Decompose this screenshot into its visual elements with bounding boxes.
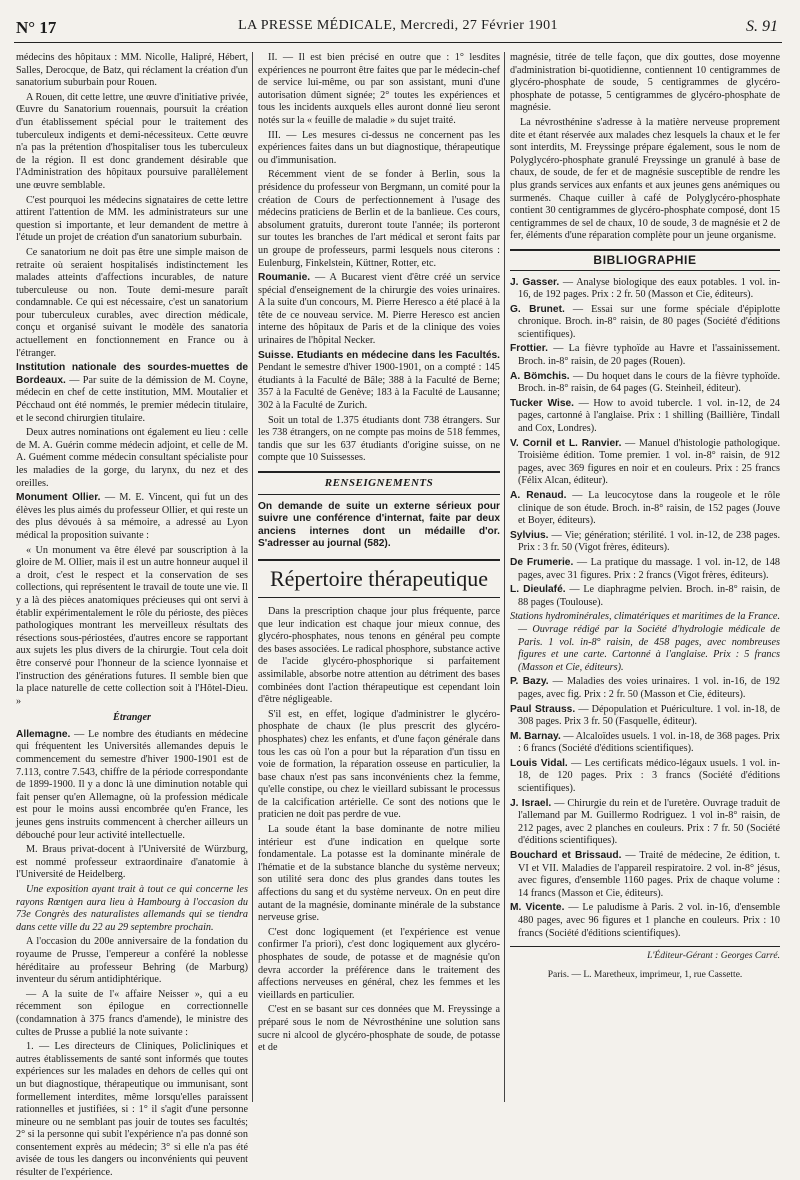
paragraph: La névrosthénine s'adresse à la matière nerveuse proprement dite et étant réservée aux malades chez lesquels la chaux et le fer sont interdits, M. Freyssinge prépare également, sous le nom de Polyglycéro-phosphate granulé Freyssinge un granulé à base de chaux, de soude, de fer et de magnésie susceptible de rendre les plus grands services aux enfants et aux jeunes gens anémiques ou surmenés. Chaque cuiller à café de Polyglycéro-phosphate contient 30 centigrammes de glycéro-phosphate composé, dont 15 centigrammes de sel de chaux, 10 de soude, 3 de magnésie et 2 de fer, éléments d'une réparation complète pour un jeune organisme. xyxy=(510,116,780,242)
bibliography-entry xyxy=(510,798,780,848)
bibliography-entry xyxy=(510,850,780,900)
bibliography-author: G. Brunet. xyxy=(510,303,565,315)
paragraph: Soit un total de 1.375 étudiants dont 738 étrangers. Sur les 738 étrangers, on ne compte pas moins de 518 femmes, tandis que sur les 637 étudiants d'origine suisse, on ne compte que 10 Suissesses. xyxy=(258,414,500,464)
paragraph: C'est donc logiquement (et l'expérience est venue confirmer l'a priori), c'est donc logiquement aux glycéro-phosphates de soude, de potasse et de magnésie qu'on devra accorder la préférence dans le traitement des affections nerveuses en général, chez les femmes et les vieillards en particulier. xyxy=(258,926,500,1001)
bibliography-author: M. Barnay. xyxy=(510,730,561,742)
bibliography-text: — Manuel d'histologie pathologique. Troisième édition. Tome premier. 1 vol. in-8° raisin, de 912 pages, avec 369 figures en noir et en couleurs. Prix : 25 francs (Félix Alcan, éditeur). xyxy=(518,437,780,487)
news-item xyxy=(258,272,500,348)
news-item xyxy=(16,729,248,842)
paragraph: — A la suite de l'« affaire Neisser », qui a eu récemment son épilogue en correctionnelle (condamnation à 375 francs d'amende), le ministre des cultes de Prusse a publié la note suivante : xyxy=(16,988,248,1038)
news-item xyxy=(258,501,500,551)
paragraph: A Rouen, dit cette lettre, une œuvre d'initiative privée, Œuvre du Sanatorium rouennais, poursuit la création d'un établissement spécial pour le traitement des tuberculeux indigents et demi-nécessiteux. Cette œuvre n'a pas la prétention d'hospitaliser tous les tuberculeux de la région. Il est donc grandement désirable que l'Administration des hôpitaux poursuive parallèlement une œuvre semblable. xyxy=(16,91,248,191)
item-text: Pendant le semestre d'hiver 1900-1901, on a compté : 145 étudiants à la Faculté de Bâle; 388 à la Faculté de Berne; 357 à la Faculté de Genève; 183 à la Faculté de Lausanne; 302 à la Faculté de Zurich. xyxy=(258,362,500,412)
bibliography-text: — Les certificats médico-légaux usuels. 1 vol. in-18, de 120 pages. Prix : 3 francs (Société d'éditions scientifiques). xyxy=(518,757,780,795)
column-3 xyxy=(510,52,780,1112)
bibliography-author: Tucker Wise. xyxy=(510,397,575,409)
section-heading-bibliographie: BIBLIOGRAPHIE xyxy=(510,249,780,271)
bibliography-entry xyxy=(510,758,780,796)
bibliography-text: — Chirurgie du rein et de l'uretère. Ouvrage traduit de l'allemand par M. Guillermo Rodriguez. 1 vol in-8° raisin, de 212 pages, avec 2 planches en couleurs. Prix : 7 fr. 50 (Société d'éditions scientifiques). xyxy=(518,797,781,847)
bibliography-entry xyxy=(510,304,780,342)
bibliography-entry xyxy=(510,731,780,756)
item-title: On demande xyxy=(258,500,323,512)
bibliography-author: M. Vicente. xyxy=(510,902,565,914)
paragraph: C'est en se basant sur ces données que M. Freyssinge a préparé sous le nom de Névrosthénine une solution sans sucre ni alcool de glycéro-phosphate de soude, de potasse et de xyxy=(258,1004,500,1054)
bibliography-entry xyxy=(510,676,780,701)
paragraph: La soude étant la base dominante de notre milieu intérieur est d'une indication en quelque sorte fondamentale. La potasse est la dominante minérale de l'hématie et de la substance blanche du système nerveux; son utilité sera donc des plus grandes dans toutes les affections du sang et du système nerveux. On en peut dire autant de la magnésie, dominante minérale de la substance nerveuse grise. xyxy=(258,824,500,924)
item-title: Suisse. Etudiants en médecine dans les Facultés. xyxy=(258,349,500,361)
item-title: Institution nationale des sourdes-muettes de Bordeaux. xyxy=(16,362,248,386)
page-header xyxy=(14,14,782,43)
page-reference: S. 91 xyxy=(746,18,778,35)
paragraph: magnésie, titrée de telle façon, que dix gouttes, dose moyenne d'administration bi-quotidienne, contiennent 10 centigrammes de glycéro-phosphate de soude, 5 centigrammes de glycéro-phosphate de potasse, 5 centigrammes de glycéro-phosphate de magnésie. xyxy=(510,52,780,114)
bibliography-entry xyxy=(510,584,780,609)
bibliography-entry xyxy=(510,343,780,368)
paragraph: A l'occasion du 200e anniversaire de la fondation du royaume de Prusse, l'empereur a conféré la noblesse héréditaire au professeur Behring (de Marburg) inventeur du sérum antidiphtérique. xyxy=(16,936,248,986)
bibliography-entry xyxy=(510,490,780,528)
news-item xyxy=(258,350,500,413)
column-2 xyxy=(258,52,500,1112)
bibliography-author: P. Bazy. xyxy=(510,676,549,688)
item-title: Roumanie. xyxy=(258,272,311,284)
bibliography-entry xyxy=(510,557,780,582)
bibliography-author: Paul Strauss. xyxy=(510,703,576,715)
bibliography-text: — Alcaloïdes usuels. 1 vol. in-18, de 368 pages. Prix : 6 francs (Société d'éditions scientifiques). xyxy=(518,730,781,755)
section-heading-renseignements: RENSEIGNEMENTS xyxy=(258,471,500,495)
bibliography-text: — Le diaphragme pelvien. Broch. in-8° raisin, de 88 pages (Toulouse). xyxy=(518,584,781,608)
bibliography-text: — Du hoquet dans le cours de la fièvre typhoïde. Broch. in-8° raisin, de 64 pages (G. Steinheil, éditeur). xyxy=(518,370,780,395)
bibliography-author: J. Gasser. xyxy=(510,276,560,288)
column-1 xyxy=(16,52,248,1179)
bibliography-author: A. Renaud. xyxy=(510,490,567,501)
bibliography-text: — Le paludisme à Paris. 2 vol. in-16, d'ensemble 480 pages, avec 96 figures et 1 planche en couleurs. Prix : 10 francs (Société d'éditions scientifiques). xyxy=(518,902,780,939)
paragraph: « Un monument va être élevé par souscription à la gloire de M. Ollier, mais il est un autre honneur auquel il a droit, c'est le respect et la conservation de ses collections, qui représentent le travail de toute une vie. Il y a là des pièces anatomiques précieuses qui ont servi à établir expérimentalement le rôle du périoste, des pièces pathologiques montrant les merveilleux résultats des résections sous-périostées, d'autres encore se rapportant aux sujets les plus divers de la chirurgie. Tout cela doit être conservé pour l'honneur de la science lyonnaise et l'instruction des générations futures. Il semble bien que la place naturelle de cette collection soit à l'Hôtel-Dieu. » xyxy=(16,544,248,707)
bibliography-text: Stations hydrominérales, climatériques et maritimes de la France. — Ouvrage rédigé par la Société d'hydrologie médicale de Paris. 1 vol. in-8° raisin, de 458 pages, avec nombreuses figures et une carte. Cartonné à l'anglaise. Prix : 5 francs (Masson et Cie, éditeurs). xyxy=(510,611,780,673)
paragraph: C'est pourquoi les médecins signataires de cette lettre attirent l'attention de MM. les administrateurs sur une question si importante, et leur demandent de mettre à l'étude un projet de création d'un sanatorium suburbain. xyxy=(16,194,248,244)
bibliography-author: L. Dieulafé. xyxy=(510,584,566,596)
item-text: — A Bucarest vient d'être créé un service spécial d'enseignement de la chirurgie des voies urinaires. A la suite d'un concours, M. Pierre Heresco a été placé à la tête de ce nouveau service. M. Pierre Heresco est ancien interne des hôpitaux de Paris et de la clinique des voies urinaires de l'hôpital Necker. xyxy=(258,272,501,347)
paragraph: Dans la prescription chaque jour plus fréquente, parce que leur indication est chaque jour mieux connue, des glycéro-phosphates, nous tenons en général peu compte des bases associées. Le radical phosphore, substance active de l'acide glycéro-phosphorique si parfaitement assimilable, absorbe notre attention au détriment des bases combinées dont l'action thérapeutique est cependant loin d'être négligeable. xyxy=(258,605,500,706)
bibliography-text: — Dépopulation et Puériculture. 1 vol. in-18, de 308 pages. Prix 3 fr. 50 (Fasquelle, éditeur). xyxy=(518,703,780,728)
item-text: — M. E. Vincent, qui fut un des élèves les plus aimés du professeur Ollier, et qui reste un des plus dévoués à sa mémoire, a adressé au Lyon médical la proposition suivante : xyxy=(16,492,248,541)
bibliography-entry xyxy=(510,277,780,302)
bibliography-author: Bouchard et Brissaud. xyxy=(510,850,622,862)
paragraph: Ce sanatorium ne doit pas être une simple maison de retraite où seraient hospitalisés indistinctement les malades atteints d'affections incurables, de nature tuberculeuse ou non. Toute demi-mesure paraît condamnable. Ce qui est nécessaire, c'est un sanatorium pour tuberculeux curables, avec direction médicale, conçu et organisé suivant le modèle des sanatoria actuellement en fonctionnement en France ou à l'étranger. xyxy=(16,246,248,359)
bibliography-entry xyxy=(510,611,780,674)
bibliography-list xyxy=(510,277,780,941)
column-divider xyxy=(252,52,253,1102)
paragraph: Deux autres nominations ont également eu lieu : celle de M. A. Guérin comme médecin adjoint, et celle de M. A. Guément comme médecin consultant spécialiste pour les maladies de la gorge, du larynx, du nez et des oreilles. xyxy=(16,427,248,489)
item-title: Allemagne. xyxy=(16,728,71,740)
bibliography-author: Frottier. xyxy=(510,343,548,355)
bibliography-author: Sylvius. xyxy=(510,529,549,541)
bibliography-author: A. Bömchis. xyxy=(510,370,570,382)
item-text: — Le nombre des étudiants en médecine qui fréquentent les Universités allemandes depuis le commencement du semestre d'hiver 1900-1901 est de 7.113, contre 7.543, chiffre de la période correspondante de 1899-1900. Il y a donc là une diminution notable qui fait penser qu'en Allemagne, où la profession médicale est pour le moins aussi encombrée qu'en France, les jeunes gens instruits commencent à chercher ailleurs un débouché pour leur activité intellectuelle. xyxy=(16,728,248,841)
item-text: de suite un externe sérieux pour suivre une conférence d'internat, faite par deux anciens internes dont un médaille d'or. S'adresser au journal (582). xyxy=(258,500,501,550)
newspaper-page xyxy=(14,14,782,1179)
bibliography-text: — Maladies des voies urinaires. 1 vol. in-16, de 192 pages, avec fig. Prix : 2 fr. 50 (Masson et Cie, éditeurs). xyxy=(518,676,781,700)
bibliography-text: — Vie; génération; stérilité. 1 vol. in-12, de 238 pages. Prix : 3 fr. 50 (Vigot frères, éditeurs). xyxy=(518,529,781,554)
item-text: — Par suite de la démission de M. Coyne, médecin en chef de cette institution, MM. Moutalier et Pécchaud ont été nommés, le premier médecin titulaire, et le second chirurgien titulaire. xyxy=(16,374,248,424)
bibliography-author: J. Israel. xyxy=(510,797,552,809)
paragraph: II. — Il est bien précisé en outre que : 1° lesdites expériences ne pourront être faites que par le médecin-chef de service lui-même, ou par son assistant, muni d'une autorisation dûment signée; 2° toutes les expériences et tous les incidents auxquels elles auront donné lieu seront notés sur la « feuille de maladie » du sujet traité. xyxy=(258,52,500,126)
bibliography-entry xyxy=(510,371,780,396)
bibliography-text: — La leucocytose dans la rougeole et le rôle clinique de son étude. Broch. in-8° raisin, de 152 pages (Jouve et Boyer, éditeurs). xyxy=(518,490,780,527)
bibliography-entry xyxy=(510,530,780,555)
paragraph: S'il est, en effet, logique d'administrer le glycéro-phosphate de chaux (le plus prescrit des glycéro-phosphates) chez les enfants, et d'une façon générale dans tous les cas où l'on a pour but la réparation d'un tissu en voie de formation, la réparation osseuse en particulier, la base chaux n'est pas sans inconvénients chez la femme, qu'elle constipe, ou chez le vieillard subissant le processus de la calcification artérielle. Ce sont des notions que le praticien ne doit pas perdre de vue. xyxy=(258,708,500,821)
bibliography-text: — Essai sur une forme spéciale d'épiplotte chronique. Broch. in-8° raisin, de 80 pages (Société d'éditions scientifiques). xyxy=(518,303,780,340)
news-item xyxy=(16,492,248,542)
printer-line: Paris. — L. Maretheux, imprimeur, 1, rue Cassette. xyxy=(547,969,743,980)
bibliography-text: — How to avoid tubercle. 1 vol. in-12, de 24 pages, cartonné à l'anglaise. Prix : 1 shilling (Baillière, Tindall and Cox, Londres). xyxy=(518,397,781,435)
paragraph: 1. — Les directeurs de Cliniques, Policliniques et autres établissements de santé sont informés que toutes expériences sur les malades en dehors de celles qui ont un but diagnostique, thérapeutique ou immunisant, sont formellement interdites, même lorsqu'elles paraissent rationnelles et justifiées, si : 1° il s'agit d'une personne mineure ou ne semblant pas jouir de toutes ses facultés; 2° si la personne qui subit l'expérience n'a pas donné son consentement exprès au médecin; 3° si elle n'a pas été avisée de tous les dangers ou inconvénients qui peuvent résulter de l'expérience. xyxy=(16,1041,248,1179)
item-title: Monument Ollier. xyxy=(16,492,101,504)
column-divider xyxy=(504,52,505,1102)
paragraph: Récemment vient de se fonder à Berlin, sous la présidence du professeur von Bergmann, un comité pour la création de Cours de perfectionnement à l'usage des médecins praticiens de Berlin et de la banlieue. Ces cours, absolument gratuits, dureront toute l'année; ils porteront sur toutes les branches de l'art médical et seront faits par un groupe de professeurs, parmi lesquels nous citerons : Eulenburg, Finkelstein, Küttner, Rotter, etc. xyxy=(258,169,500,269)
paragraph: III. — Les mesures ci-dessus ne concernent pas les expériences faites dans un but diagnostique, thérapeutique ou d'immunisation. xyxy=(258,129,500,166)
bibliography-entry xyxy=(510,398,780,436)
bibliography-entry xyxy=(510,438,780,488)
issue-number: N° 17 xyxy=(16,18,57,37)
journal-title: LA PRESSE MÉDICALE, Mercredi, 27 Février 1901 xyxy=(238,18,558,33)
bibliography-text: — Traité de médecine, 2e édition, t. VI et VII. Maladies de l'appareil respiratoire. 2 vol. in-8° jésus, avec figures, d'ensemble 1160 pages. Prix de chaque volume : 14 francs (Masson et Cie, éditeurs). xyxy=(518,850,780,899)
paragraph: médecins des hôpitaux : MM. Nicolle, Halipré, Hébert, Salles, Derocque, de Batz, qui réclament la création d'un sanatorium suburbain pour Rouen. xyxy=(16,52,248,89)
bibliography-author: V. Cornil et L. Ranvier. xyxy=(510,437,622,449)
news-item xyxy=(16,362,248,425)
bibliography-text: — La pratique du massage. 1 vol. in-12, de 148 pages, avec 31 figures. Prix : 2 francs (Vigot frères, éditeurs). xyxy=(518,556,781,581)
section-heading-etranger: Étranger xyxy=(113,712,151,724)
section-heading-repertoire: Répertoire thérapeutique xyxy=(258,559,500,598)
paragraph: Une exposition ayant trait à tout ce qui concerne les rayons Rœntgen aura lieu à Hambourg à l'occasion du 73e Congrès des naturalistes allemands qui se tiendra dans cette ville du 22 au 29 septembre prochain. xyxy=(16,884,248,933)
bibliography-entry xyxy=(510,704,780,729)
bibliography-text: — Analyse biologique des eaux potables. 1 vol. in-16, de 192 pages. Prix : 2 fr. 50 (Masson et Cie, éditeurs). xyxy=(518,276,781,301)
bibliography-author: Louis Vidal. xyxy=(510,757,568,769)
bibliography-author: De Frumerie. xyxy=(510,556,574,568)
bibliography-text: — La fièvre typhoïde au Havre et l'assainissement. Broch. in-8° raisin, de 20 pages (Rouen). xyxy=(518,343,780,368)
editor-line: L'Éditeur-Gérant : Georges Carré. xyxy=(510,946,780,963)
bibliography-entry xyxy=(510,902,780,940)
paragraph: M. Braus privat-docent à l'Université de Würzburg, est nommé professeur extraordinaire d'anatomie à l'Université de Heidelberg. xyxy=(16,844,248,881)
